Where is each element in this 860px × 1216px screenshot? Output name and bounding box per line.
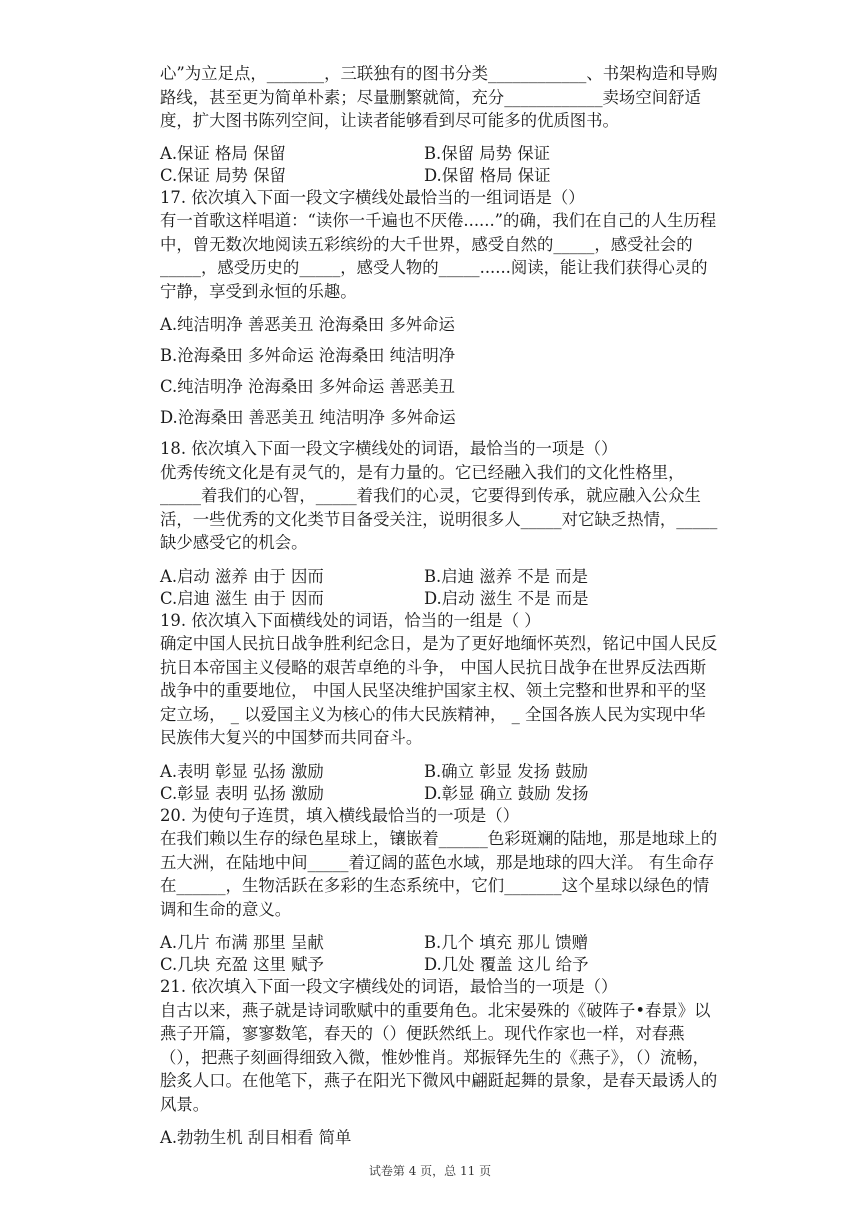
page-footer: 试卷第 4 页，总 11 页: [368, 1164, 492, 1178]
q19-options-row-2: [160, 782, 720, 804]
q19-option-d[interactable]: D.彰显 确立 鼓励 发扬: [424, 783, 589, 803]
q17-option-c[interactable]: C.纯洁明净 沧海桑田 多舛命运 善恶美丑: [160, 377, 456, 396]
q17-option-d[interactable]: D.沧海桑田 善恶美丑 纯洁明净 多舛命运: [160, 408, 456, 427]
q20-options-row-1: [160, 931, 720, 953]
q16-options-row-1: [160, 142, 720, 164]
q16-continuation: 心”为立足点，_______，三联独有的图书分类____________、书架构造和导购路线，甚至更为简单朴素；尽量删繁就简，充分____________卖场空间舒适度，扩大图书陈列空间，让读者能够看到尽可能多的优质图书。: [160, 64, 718, 130]
q18-options-row-1: [160, 565, 720, 587]
q20-title: 20. 为使句子连贯，填入横线最恰当的一项是（）: [160, 805, 520, 825]
q16-options-row-2: [160, 164, 720, 186]
q16-option-c[interactable]: C.保证 局势 保留: [160, 165, 286, 185]
q20-option-b[interactable]: B.几个 填充 那儿 馈赠: [424, 933, 589, 952]
q20-option-a[interactable]: A.几片 布满 那里 呈献: [160, 933, 324, 952]
q18-title: 18. 依次填入下面一段文字横线处的词语，最恰当的一项是（）: [160, 439, 618, 458]
q21-option-a[interactable]: A.勃勃生机 刮目相看 简单: [160, 1128, 352, 1147]
q17-option-b[interactable]: B.沧海桑田 多舛命运 沧海桑田 纯洁明净: [160, 346, 456, 365]
q17-title: 17. 依次填入下面一段文字横线处最恰当的一组词语是（）: [160, 187, 585, 207]
q21-body: 自古以来，燕子就是诗词歌赋中的重要角色。北宋晏殊的《破阵子•春景》以燕子开篇，寥寥数笔，春天的（）便跃然纸上。现代作家也一样，对春燕（），把燕子刻画得细致入微，惟妙惟肖。郑振铎先生的《燕子》，（）流畅，脍炙人口。在他笔下，燕子在阳光下微风中翩跹起舞的景象，是春天最诱人的风景。: [160, 1000, 718, 1114]
q19-options-row-1: [160, 760, 720, 782]
q19-option-a[interactable]: A.表明 彰显 弘扬 激励: [160, 761, 324, 781]
q16-option-b[interactable]: B.保留 局势 保证: [424, 143, 551, 163]
q19-body: 确定中国人民抗日战争胜利纪念日，是为了更好地缅怀英烈，铭记中国人民反抗日本帝国主义侵略的艰苦卓绝的斗争， 中国人民抗日战争在世界反法西斯战争中的重要地位， 中国人民坚决维护国家主权、领土完整和世界和平的坚定立场， _ 以爱国主义为核心的伟大民族精神， _ 全国各族人民为实现中华民族伟大复兴的中国梦而共同奋斗。: [160, 634, 718, 747]
q19-title: 19. 依次填入下面横线处的词语，恰当的一组是（ ）: [160, 610, 541, 630]
q20-option-c[interactable]: C.几块 充盈 这里 赋予: [160, 955, 324, 974]
q17-option-a[interactable]: A.纯洁明净 善恶美丑 沧海桑田 多舛命运: [160, 315, 455, 334]
q18-options-row-2: [160, 587, 720, 609]
q20-body: 在我们赖以生存的绿色星球上，镶嵌着______色彩斑斓的陆地，那是地球上的五大洲，在陆地中间_____着辽阔的蓝色水域，那是地球的四大洋。 有生命存在______，生物活跃在多彩的生态系统中，它们_______这个星球以绿色的情调和生命的意义。: [160, 829, 718, 919]
q18-body: 优秀传统文化是有灵气的，是有力量的。它已经融入我们的文化性格里，_____着我们的心智，_____着我们的心灵，它要得到传承，就应融入公众生活，一些优秀的文化类节目备受关注，说明很多人_____对它缺乏热情，_____缺少感受它的机会。: [160, 462, 718, 552]
q18-option-c[interactable]: C.启迪 滋生 由于 因而: [160, 588, 324, 608]
q21-title: 21. 依次填入下面一段文字横线处的词语，最恰当的一项是（）: [160, 977, 618, 996]
q19-option-b[interactable]: B.确立 彰显 发扬 鼓励: [424, 761, 589, 781]
exam-page: [160, 62, 720, 1157]
q16-option-a[interactable]: A.保证 格局 保留: [160, 143, 286, 163]
q20-options-row-2: [160, 953, 720, 975]
q16-option-d[interactable]: D.保留 格局 保证: [424, 165, 551, 185]
q18-option-a[interactable]: A.启动 滋养 由于 因而: [160, 566, 324, 586]
q18-option-d[interactable]: D.启动 滋生 不是 而是: [424, 588, 589, 608]
q19-option-c[interactable]: C.彰显 表明 弘扬 激励: [160, 783, 324, 803]
q20-option-d[interactable]: D.几处 覆盖 这儿 给予: [424, 955, 589, 974]
q17-body: 有一首歌这样唱道：“读你一千遍也不厌倦......”的确，我们在自己的人生历程中，曾无数次地阅读五彩缤纷的大千世界，感受自然的_____，感受社会的_____，感受历史的_____，感受人物的_____......阅读，能让我们获得心灵的宁静，享受到永恒的乐趣。: [160, 211, 717, 301]
q18-option-b[interactable]: B.启迪 滋养 不是 而是: [424, 566, 589, 586]
